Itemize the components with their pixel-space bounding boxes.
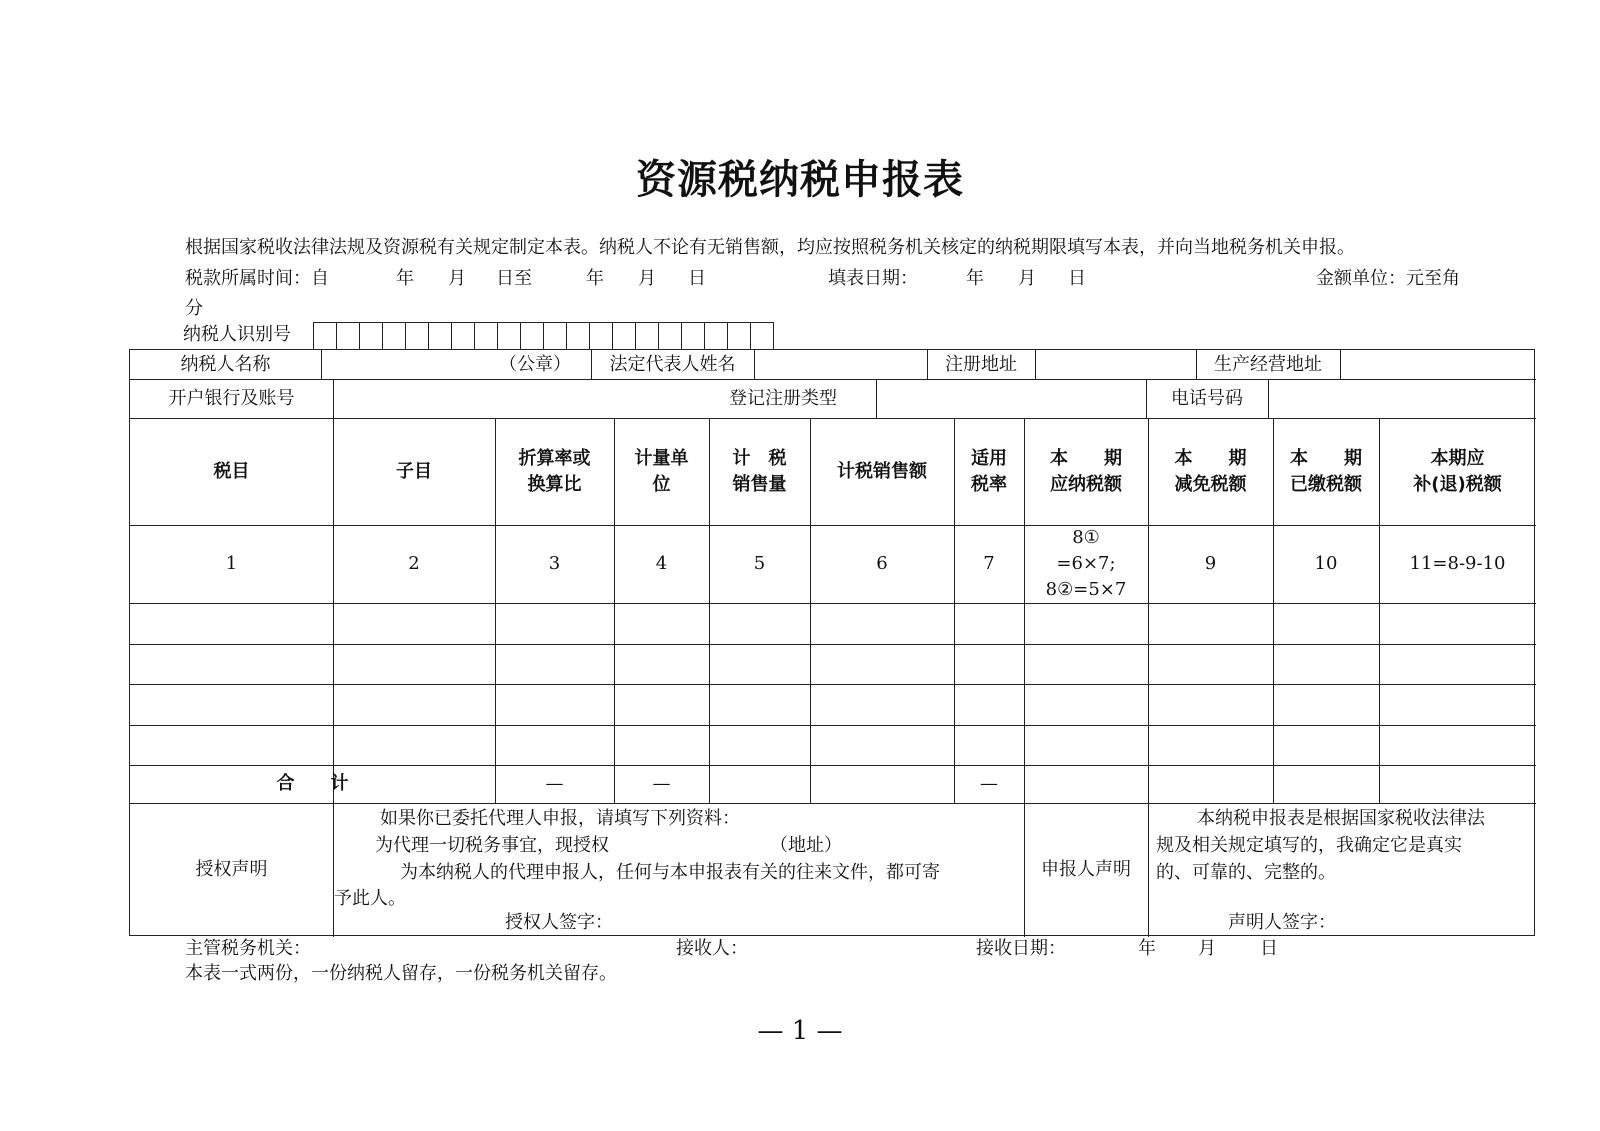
period-label: 税款所属时间：自	[185, 268, 329, 289]
id-digit-box[interactable]	[451, 322, 475, 350]
amount-unit: 金额单位：元至角	[1316, 268, 1460, 289]
biz-address-label: 生产经营地址	[1214, 353, 1322, 375]
id-digit-box[interactable]	[681, 322, 705, 350]
receive-year: 年	[1138, 938, 1156, 959]
column-number: 10	[1314, 553, 1338, 574]
col-divider	[1340, 350, 1341, 379]
header-text: 本 期	[1290, 447, 1362, 469]
auth-line: 予此人。	[334, 888, 406, 909]
header-sales-amount: 计税销售额	[837, 460, 927, 482]
column-number: 7	[983, 553, 995, 574]
page-title: 资源税纳税申报表	[636, 157, 964, 203]
header-text: 换算比	[527, 473, 582, 495]
amount-unit-cont: 分	[185, 298, 203, 319]
row-divider	[130, 684, 1536, 685]
declaration-table	[129, 349, 1535, 936]
period-year-to: 年	[586, 268, 604, 289]
declare-line: 的、可靠的、完整的。	[1156, 862, 1336, 883]
header-text: 税率	[971, 473, 1007, 495]
id-digit-box[interactable]	[566, 322, 590, 350]
copies-note: 本表一式两份，一份纳税人留存，一份税务机关留存。	[185, 963, 617, 984]
page-number: — 1 —	[757, 1016, 843, 1046]
id-digit-box[interactable]	[359, 322, 383, 350]
auth-line: 如果你已委托代理人申报，请填写下列资料：	[380, 808, 740, 829]
column-number: 4	[655, 553, 668, 574]
id-digit-box[interactable]	[750, 322, 774, 350]
period-month-from: 月	[448, 268, 466, 289]
col-divider	[1035, 350, 1036, 379]
row-divider	[130, 725, 1536, 726]
header-tax-rate	[954, 418, 1024, 525]
declare-signature[interactable]: 声明人签字：	[1228, 912, 1336, 933]
header-text: 补(退)税额	[1413, 473, 1502, 495]
header-text: 计 税	[732, 447, 787, 469]
auth-statement-label: 授权声明	[195, 859, 268, 880]
column-number: 2	[408, 553, 420, 574]
id-digit-box[interactable]	[520, 322, 544, 350]
receiver-label: 接收人：	[676, 938, 748, 959]
header-text: 应纳税额	[1050, 473, 1122, 495]
header-text: 本 期	[1174, 447, 1247, 469]
header-text: 位	[652, 473, 671, 495]
fill-day: 日	[1068, 268, 1086, 289]
formula-text: 8②=5×7	[1045, 579, 1127, 600]
id-digit-box[interactable]	[336, 322, 360, 350]
header-sales-volume	[709, 418, 810, 525]
column-number: 1	[225, 553, 238, 574]
intro-text: 根据国家税收法律法规及资源税有关规定制定本表。纳税人不论有无销售额，均应按照税务机关核定的纳税期限填写本表，并向当地税务机关申报。	[185, 237, 1355, 258]
id-digit-box[interactable]	[635, 322, 659, 350]
auth-address: （地址）	[770, 835, 842, 856]
receive-month: 月	[1198, 938, 1216, 959]
header-text: 本 期	[1050, 447, 1122, 469]
total-dash: —	[652, 773, 671, 794]
header-sub-item: 子目	[396, 460, 432, 482]
id-digit-box[interactable]	[658, 322, 682, 350]
id-digit-box[interactable]	[313, 322, 337, 350]
period-day-to: 日	[688, 268, 706, 289]
header-text: 已缴税额	[1290, 473, 1362, 495]
fill-year: 年	[966, 268, 984, 289]
col-divider	[876, 379, 877, 418]
col-divider	[333, 379, 334, 418]
header-tax-relief	[1148, 418, 1273, 525]
declare-line: 规及相关规定填写的，我确定它是真实	[1156, 835, 1462, 856]
period-day-from: 日至	[496, 268, 532, 289]
reg-type-label: 登记注册类型	[729, 387, 837, 409]
id-digit-box[interactable]	[474, 322, 498, 350]
legal-rep-label: 法定代表人姓名	[609, 353, 736, 375]
column-number: 3	[548, 553, 561, 574]
header-conversion-rate	[495, 418, 614, 525]
auth-line: 为本纳税人的代理申报人，任何与本申报表有关的往来文件，都可寄	[400, 862, 940, 883]
id-digit-box[interactable]	[543, 322, 567, 350]
fill-month: 月	[1018, 268, 1036, 289]
auth-signature[interactable]: 授权人签字：	[505, 912, 613, 933]
column-number: 9	[1204, 553, 1217, 574]
taxpayer-name-label: 纳税人名称	[180, 353, 271, 375]
period-year-from: 年	[396, 268, 414, 289]
phone-label: 电话号码	[1171, 387, 1243, 409]
row-divider	[130, 644, 1536, 645]
id-digit-box[interactable]	[704, 322, 728, 350]
header-tax-payable	[1024, 418, 1148, 525]
header-text: 计量单	[634, 447, 689, 469]
authority-label: 主管税务机关：	[185, 938, 311, 959]
header-text: 销售量	[732, 473, 787, 495]
receive-date-label: 接收日期：	[976, 938, 1066, 959]
header-tax-due-refund	[1379, 418, 1536, 525]
receive-day: 日	[1260, 938, 1278, 959]
declarant-statement-label: 申报人声明	[1041, 859, 1131, 880]
column-number: 6	[876, 553, 888, 574]
column-number: 5	[753, 553, 766, 574]
formula-text: 8①	[1072, 527, 1100, 548]
id-digit-box[interactable]	[589, 322, 613, 350]
id-digit-box[interactable]	[497, 322, 521, 350]
id-digit-box[interactable]	[382, 322, 406, 350]
col-divider	[1268, 379, 1269, 418]
taxpayer-id-label: 纳税人识别号	[183, 324, 291, 345]
id-digit-box[interactable]	[405, 322, 429, 350]
period-month-to: 月	[638, 268, 656, 289]
header-tax-item: 税目	[213, 460, 250, 482]
header-text: 减免税额	[1174, 473, 1247, 495]
id-digit-box[interactable]	[612, 322, 636, 350]
bank-account-label: 开户银行及账号	[168, 387, 295, 409]
declare-line: 本纳税申报表是根据国家税收法律法	[1197, 808, 1485, 829]
column-number-formula	[1024, 525, 1148, 603]
header-text: 本期应	[1430, 447, 1485, 469]
total-dash: —	[980, 773, 998, 794]
total-dash: —	[545, 773, 564, 794]
header-tax-paid	[1273, 418, 1379, 525]
row-divider	[130, 603, 1536, 604]
col-divider	[754, 350, 755, 379]
column-number: 11=8-9-10	[1409, 553, 1506, 574]
header-text: 折算率或	[518, 447, 591, 469]
reg-address-label: 注册地址	[945, 353, 1017, 375]
company-seal[interactable]: （公章）	[499, 353, 571, 375]
header-text: 适用	[971, 447, 1007, 469]
id-digit-box[interactable]	[428, 322, 452, 350]
formula-text: =6×7;	[1056, 553, 1116, 574]
fill-date-label: 填表日期：	[828, 268, 918, 289]
id-digit-box[interactable]	[727, 322, 751, 350]
header-unit	[614, 418, 709, 525]
total-label: 合 计	[276, 773, 349, 794]
auth-line: 为代理一切税务事宜，现授权	[375, 835, 609, 856]
